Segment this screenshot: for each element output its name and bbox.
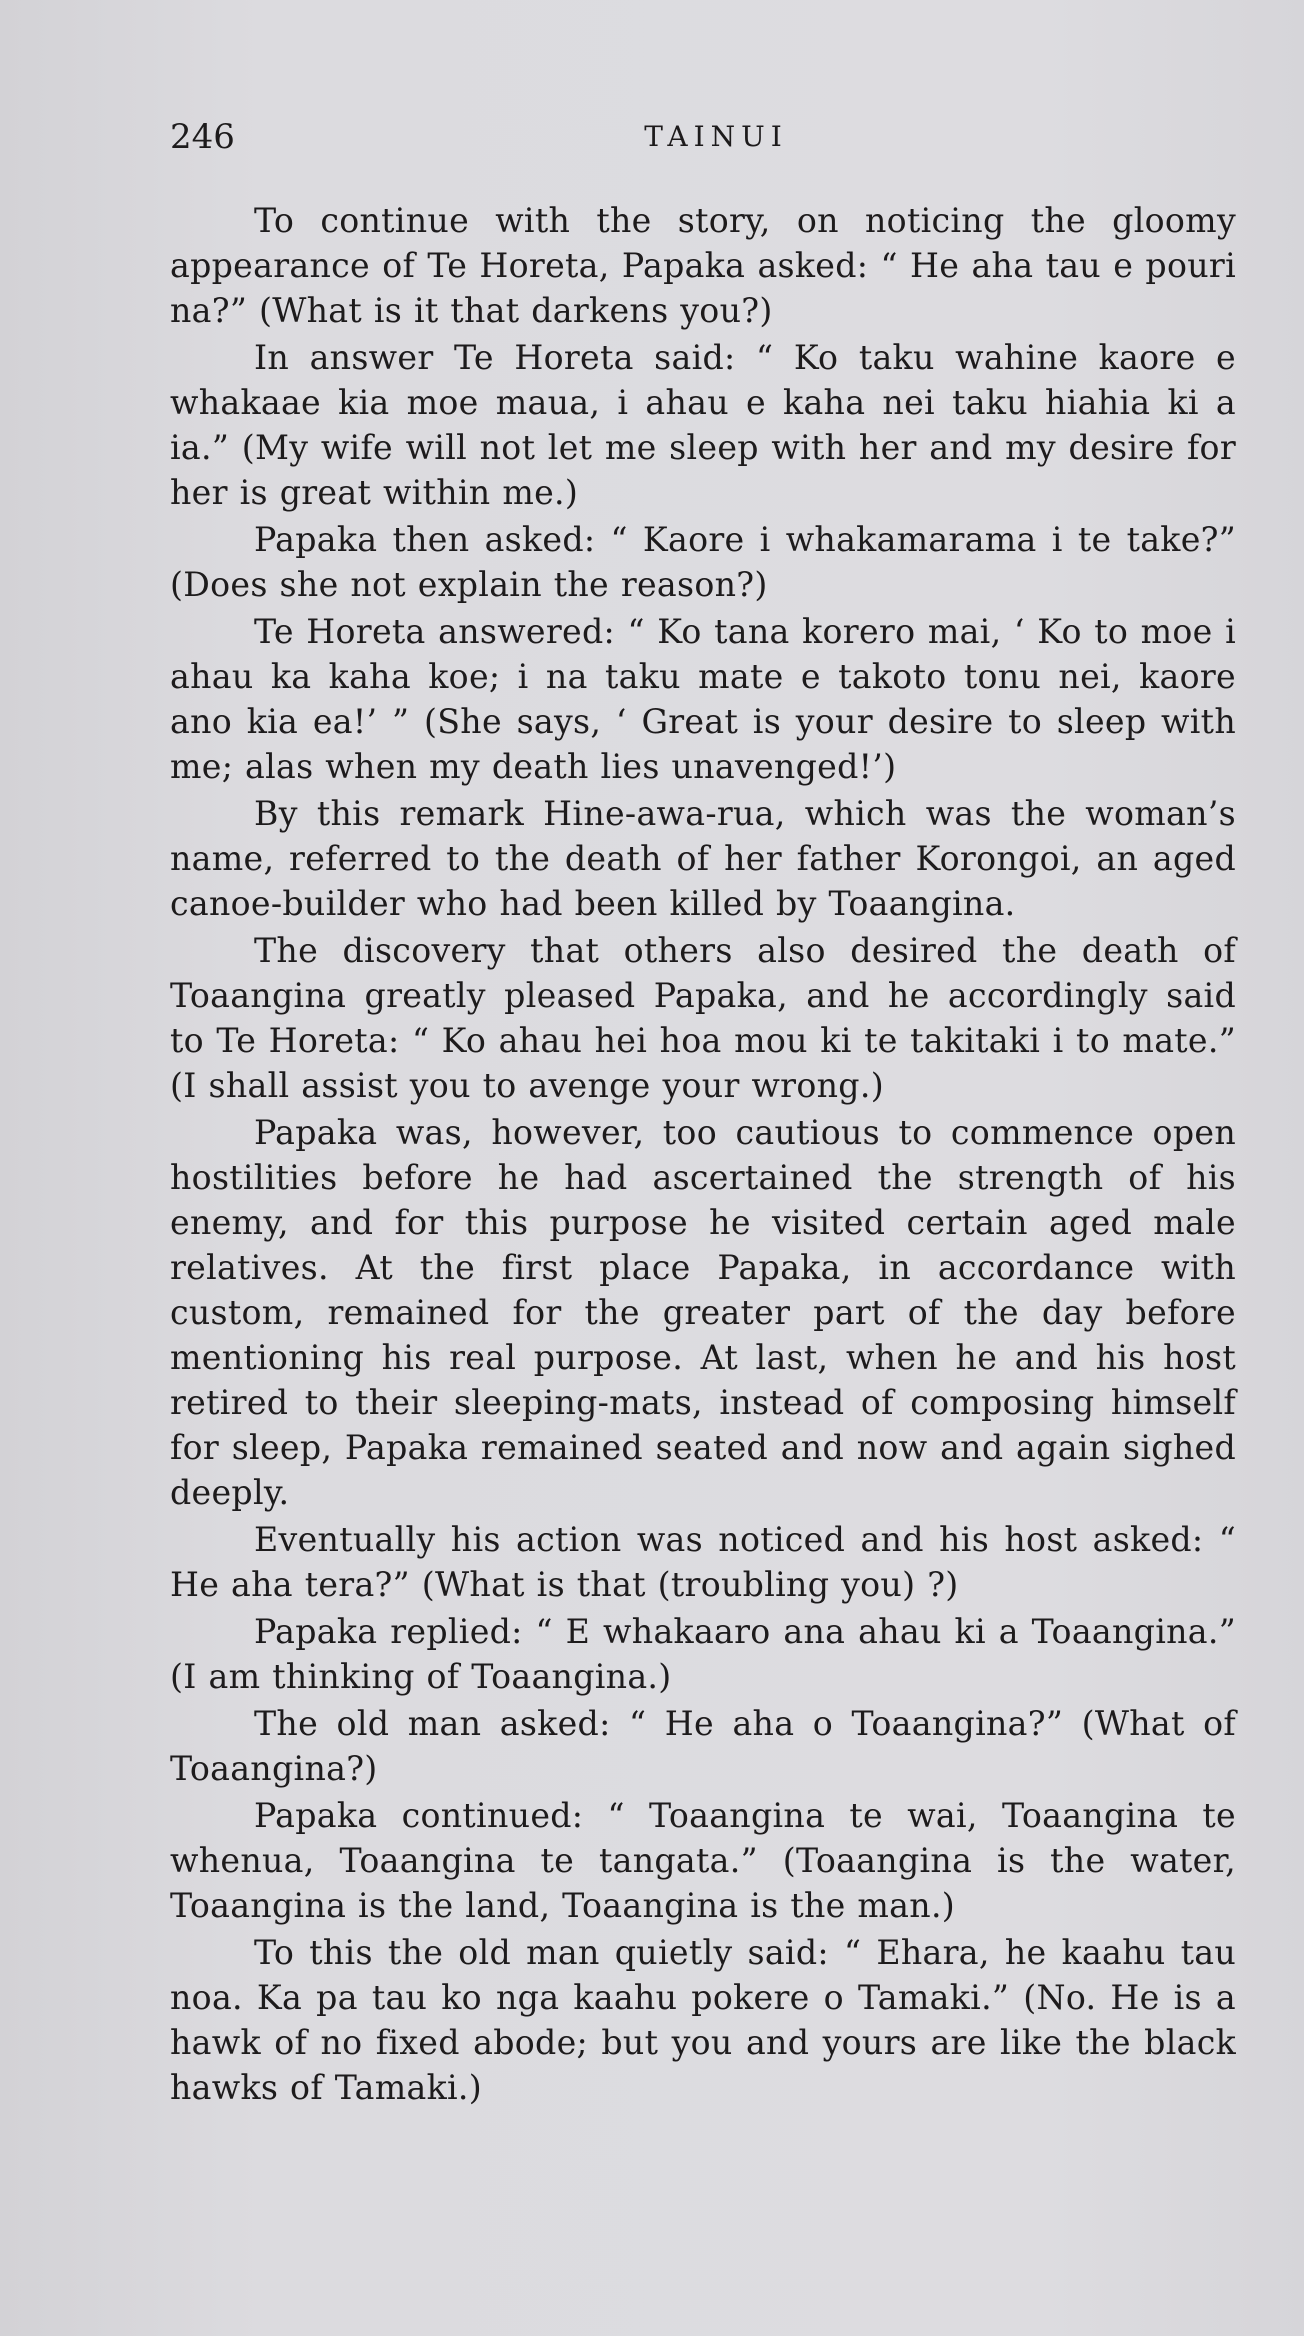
paragraph: The discovery that others also desired the death of Toaangina greatly pleased Papaka, and he accordingly said to Te Horeta: “ Ko ahau hei hoa mou ki te takitaki i to mate.” (I shall assist you to avenge your wrong.) [170, 931, 1236, 1105]
paragraph: Papaka replied: “ E whakaaro ana ahau ki a Toaangina.” (I am thinking of Toaangina.) [170, 1612, 1236, 1696]
paragraph: By this remark Hine-awa-rua, which was the woman’s name, referred to the death of her father Korongoi, an aged canoe-builder who had been killed by Toaangina. [170, 794, 1236, 923]
paragraph: Papaka then asked: “ Kaore i whakamarama i te take?” (Does she not explain the reason?) [170, 520, 1236, 604]
paragraph: Papaka continued: “ Toaangina te wai, Toaangina te whenua, Toaangina te tangata.” (Toaangina is the water, Toaangina is the land, Toaangina is the man.) [170, 1796, 1236, 1925]
paragraph: Te Horeta answered: “ Ko tana korero mai, ‘ Ko to moe i ahau ka kaha koe; i na taku mate e takoto tonu nei, kaore ano kia ea!’ ” (She says, ‘ Great is your desire to sleep with me; alas when my death lies unavenged!’) [170, 612, 1236, 786]
paragraph: To this the old man quietly said: “ Ehara, he kaahu tau noa. Ka pa tau ko nga kaahu pokere o Tamaki.” (No. He is a hawk of no fixed abode; but you and yours are like the black hawks of Tamaki.) [170, 1933, 1236, 2107]
paragraph: To continue with the story, on noticing the gloomy appearance of Te Horeta, Papaka asked: “ He aha tau e pouri na?” (What is it that darkens you?) [170, 201, 1236, 330]
body-text [170, 198, 1236, 2110]
paragraph: In answer Te Horeta said: “ Ko taku wahine kaore e whakaae kia moe maua, i ahau e kaha nei taku hiahia ki a ia.” (My wife will not let me sleep with her and my desire for her is great within me.) [170, 338, 1236, 512]
page-number: 246 [170, 117, 235, 157]
running-head [170, 112, 1232, 162]
paragraph: The old man asked: “ He aha o Toaangina?” (What of Toaangina?) [170, 1704, 1236, 1788]
paragraph: Papaka was, however, too cautious to commence open hostilities before he had ascertained the strength of his enemy, and for this purpose he visited certain aged male relatives. At the first place Papaka, in accordance with custom, remained for the greater part of the day before mentioning his real purpose. At last, when he and his host retired to their sleeping-mats, instead of composing himself for sleep, Papaka remained seated and now and again sighed deeply. [170, 1113, 1236, 1512]
running-title: TAINUI [644, 120, 788, 153]
paragraph: Eventually his action was noticed and his host asked: “ He aha tera?” (What is that (troubling you) ?) [170, 1520, 1236, 1604]
